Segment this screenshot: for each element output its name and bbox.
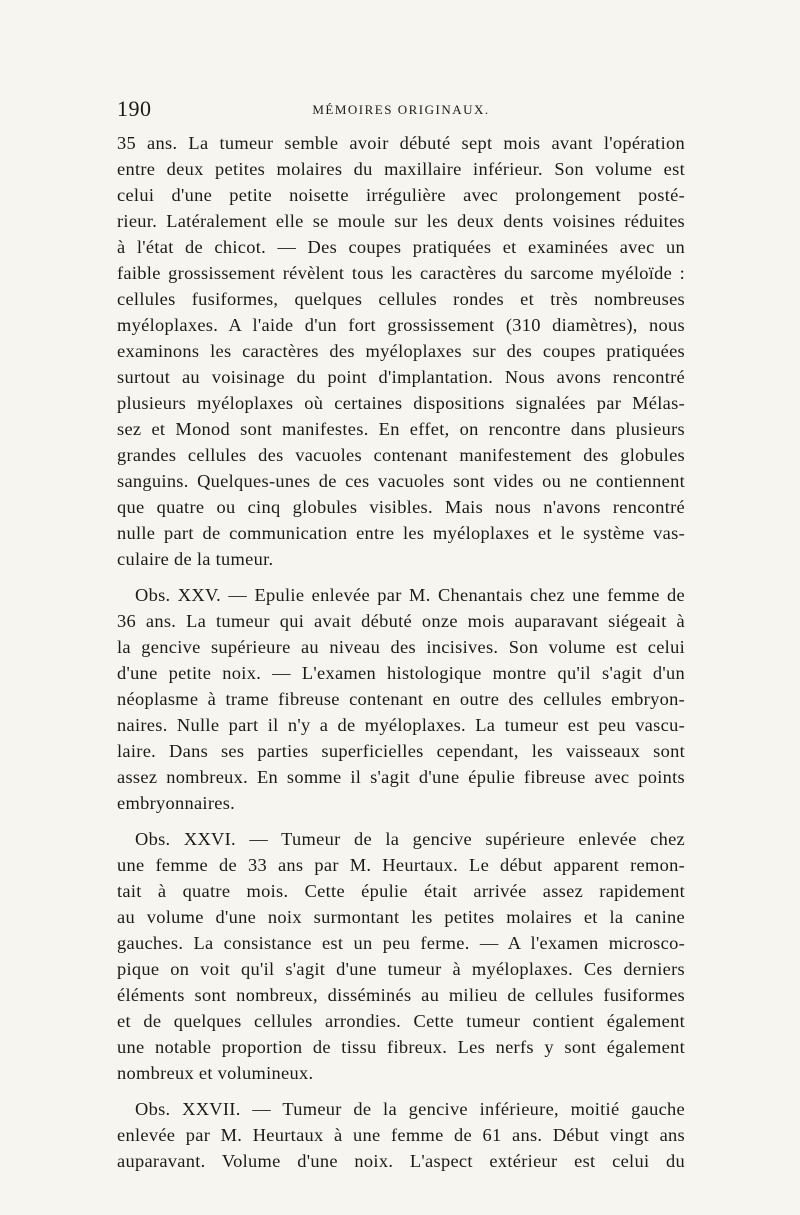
- text-line: Obs. XXV. — Epulie enlevée par M. Chenantais chez une femme de: [135, 585, 685, 605]
- text-line: sanguins. Quelques-unes de ces vacuoles sont vides ou ne contiennent: [117, 471, 685, 491]
- text-line: Obs. XXVII. — Tumeur de la gencive inférieure, moitié gauche: [135, 1099, 685, 1119]
- text-line: assez nombreux. En somme il s'agit d'une épulie fibreuse avec points: [117, 767, 685, 787]
- text-line: cellules fusiformes, quelques cellules rondes et très nombreuses: [117, 289, 685, 309]
- text-line: auparavant. Volume d'une noix. L'aspect extérieur est celui du: [117, 1151, 685, 1171]
- text-line: gauches. La consistance est un peu ferme. — A l'examen microsco-: [117, 933, 685, 953]
- text-line: myéloplaxes. A l'aide d'un fort grossissement (310 diamètres), nous: [117, 315, 685, 335]
- text-line: sez et Monod sont manifestes. En effet, on rencontre dans plusieurs: [117, 419, 685, 439]
- text-line: pique on voit qu'il s'agit d'une tumeur à myéloplaxes. Ces derniers: [117, 959, 685, 979]
- text-line: examinons les caractères des myéloplaxes sur des coupes pratiquées: [117, 341, 685, 361]
- text-line: faible grossissement révèlent tous les caractères du sarcome myéloïde :: [117, 263, 685, 283]
- text-line: rieur. Latéralement elle se moule sur les deux dents voisines réduites: [117, 211, 685, 231]
- text-line: nulle part de communication entre les myéloplaxes et le système vas-: [117, 523, 685, 543]
- text-line: à l'état de chicot. — Des coupes pratiquées et examinées avec un: [117, 237, 685, 257]
- text-line: enlevée par M. Heurtaux à une femme de 61 ans. Début vingt ans: [117, 1125, 685, 1145]
- text-line: néoplasme à trame fibreuse contenant en outre des cellules embryon-: [117, 689, 685, 709]
- text-line: 36 ans. La tumeur qui avait débuté onze mois auparavant siégeait à: [117, 611, 685, 631]
- page-header: [117, 96, 685, 126]
- paragraph-continuation: [117, 130, 685, 572]
- text-line: naires. Nulle part il n'y a de myéloplaxes. La tumeur est peu vascu-: [117, 715, 685, 735]
- text-line: que quatre ou cinq globules visibles. Mais nous n'avons rencontré: [117, 497, 685, 517]
- text-line: entre deux petites molaires du maxillaire inférieur. Son volume est: [117, 159, 685, 179]
- body-text: [117, 130, 685, 1174]
- text-line: embryonnaires.: [117, 793, 236, 813]
- text-line: Obs. XXVI. — Tumeur de la gencive supérieure enlevée chez: [135, 829, 685, 849]
- text-line: celui d'une petite noisette irrégulière avec prolongement posté-: [117, 185, 685, 205]
- running-head: MÉMOIRES ORIGINAUX.: [312, 102, 490, 117]
- text-line: laire. Dans ses parties superficielles cependant, les vaisseaux sont: [117, 741, 685, 761]
- page-number: 190: [117, 96, 152, 121]
- text-line: au volume d'une noix surmontant les petites molaires et la canine: [117, 907, 685, 927]
- text-line: surtout au voisinage du point d'implantation. Nous avons rencontré: [117, 367, 685, 387]
- paragraph-obs-xxvi: [117, 826, 685, 1086]
- text-line: 35 ans. La tumeur semble avoir débuté sept mois avant l'opération: [117, 133, 685, 153]
- text-line: d'une petite noix. — L'examen histologique montre qu'il s'agit d'un: [117, 663, 685, 683]
- text-line: la gencive supérieure au niveau des incisives. Son volume est celui: [117, 637, 685, 657]
- text-line: éléments sont nombreux, disséminés au milieu de cellules fusiformes: [117, 985, 685, 1005]
- paragraph-obs-xxvii: [117, 1096, 685, 1174]
- paragraph-obs-xxv: [117, 582, 685, 816]
- text-line: une femme de 33 ans par M. Heurtaux. Le début apparent remon-: [117, 855, 685, 875]
- text-line: grandes cellules des vacuoles contenant manifestement des globules: [117, 445, 685, 465]
- text-line: et de quelques cellules arrondies. Cette tumeur contient également: [117, 1011, 685, 1031]
- text-line: plusieurs myéloplaxes où certaines dispositions signalées par Mélas-: [117, 393, 685, 413]
- text-line: une notable proportion de tissu fibreux. Les nerfs y sont également: [117, 1037, 685, 1057]
- text-line: nombreux et volumineux.: [117, 1063, 314, 1083]
- text-line: culaire de la tumeur.: [117, 549, 274, 569]
- text-line: tait à quatre mois. Cette épulie était arrivée assez rapidement: [117, 881, 685, 901]
